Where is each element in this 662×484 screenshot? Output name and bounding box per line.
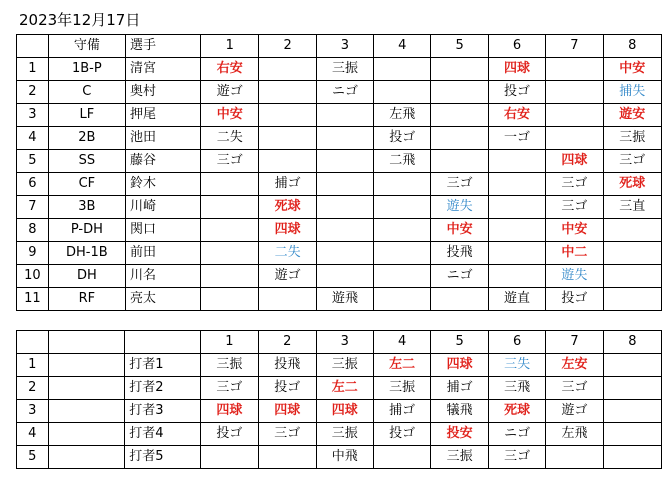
player-name: 前田 <box>125 242 200 265</box>
at-bat-cell <box>488 242 545 265</box>
at-bat-cell <box>316 242 373 265</box>
header-cell: 4 <box>374 35 431 58</box>
at-bat-cell <box>259 81 316 104</box>
header-cell: 6 <box>488 35 545 58</box>
at-bat-cell <box>546 58 603 81</box>
row-number: 5 <box>17 446 49 469</box>
position-cell <box>48 377 125 400</box>
table-row <box>17 58 662 81</box>
at-bat-cell: 四球 <box>259 400 316 423</box>
at-bat-cell <box>374 242 431 265</box>
row-number: 8 <box>17 219 49 242</box>
at-bat-cell: 遊失 <box>431 196 488 219</box>
position-cell: P-DH <box>48 219 125 242</box>
at-bat-cell: 三ゴ <box>603 150 661 173</box>
table-row <box>17 127 662 150</box>
row-number: 1 <box>17 58 49 81</box>
at-bat-cell: 三振 <box>431 446 488 469</box>
at-bat-cell: 死球 <box>488 400 545 423</box>
at-bat-cell: 左飛 <box>546 423 603 446</box>
player-name: 川崎 <box>125 196 200 219</box>
position-cell: 3B <box>48 196 125 219</box>
at-bat-cell: 捕ゴ <box>259 173 316 196</box>
at-bat-cell: 四球 <box>431 354 488 377</box>
header-row <box>17 331 662 354</box>
at-bat-cell <box>374 173 431 196</box>
header-cell <box>125 331 200 354</box>
position-cell: 2B <box>48 127 125 150</box>
at-bat-cell: 投ゴ <box>488 81 545 104</box>
at-bat-cell <box>603 242 661 265</box>
header-row <box>17 35 662 58</box>
at-bat-cell: 中安 <box>546 219 603 242</box>
header-cell: 7 <box>546 331 603 354</box>
at-bat-cell: 中安 <box>431 219 488 242</box>
position-cell <box>48 446 125 469</box>
at-bat-cell: 右安 <box>488 104 545 127</box>
table-row <box>17 288 662 311</box>
at-bat-cell: 遊安 <box>603 104 661 127</box>
player-name: 川名 <box>125 265 200 288</box>
at-bat-cell <box>201 288 259 311</box>
at-bat-cell: 遊ゴ <box>546 400 603 423</box>
at-bat-cell <box>374 81 431 104</box>
at-bat-cell: 中安 <box>201 104 259 127</box>
row-number: 5 <box>17 150 49 173</box>
date-label: 2023年12月17日 <box>19 11 141 29</box>
at-bat-cell: 投安 <box>431 423 488 446</box>
table-row <box>17 400 662 423</box>
at-bat-cell: 三ゴ <box>546 377 603 400</box>
header-cell: 8 <box>603 35 661 58</box>
at-bat-cell: 三飛 <box>488 377 545 400</box>
at-bat-cell: 三振 <box>316 58 373 81</box>
table-row <box>17 81 662 104</box>
at-bat-cell: ニゴ <box>488 423 545 446</box>
position-cell <box>48 423 125 446</box>
at-bat-cell <box>431 81 488 104</box>
table-row <box>17 173 662 196</box>
at-bat-cell: 四球 <box>316 400 373 423</box>
at-bat-cell: 中二 <box>546 242 603 265</box>
at-bat-cell <box>316 173 373 196</box>
at-bat-cell: 遊ゴ <box>259 265 316 288</box>
table-row <box>17 196 662 219</box>
row-number: 3 <box>17 104 49 127</box>
player-name: 関口 <box>125 219 200 242</box>
at-bat-cell <box>603 400 661 423</box>
at-bat-cell: 中飛 <box>316 446 373 469</box>
at-bat-cell: 捕ゴ <box>373 400 430 423</box>
at-bat-cell: 三ゴ <box>546 173 603 196</box>
row-number: 2 <box>17 377 49 400</box>
at-bat-cell <box>603 265 661 288</box>
position-cell: RF <box>48 288 125 311</box>
header-cell: 2 <box>259 35 316 58</box>
position-cell: C <box>48 81 125 104</box>
at-bat-cell: 投ゴ <box>259 377 316 400</box>
at-bat-cell <box>431 58 488 81</box>
at-bat-cell <box>431 104 488 127</box>
at-bat-cell: 二失 <box>201 127 259 150</box>
at-bat-cell: 投飛 <box>259 354 316 377</box>
header-cell: 守備 <box>48 35 125 58</box>
row-number: 11 <box>17 288 49 311</box>
at-bat-cell <box>259 127 316 150</box>
at-bat-cell: 三失 <box>488 354 545 377</box>
at-bat-cell: 三振 <box>316 423 373 446</box>
at-bat-cell: 四球 <box>488 58 545 81</box>
player-name: 打者1 <box>125 354 200 377</box>
at-bat-cell <box>603 446 661 469</box>
at-bat-cell: 二飛 <box>374 150 431 173</box>
at-bat-cell: 三直 <box>603 196 661 219</box>
at-bat-cell: ニゴ <box>431 265 488 288</box>
header-cell: 5 <box>431 331 488 354</box>
at-bat-cell <box>374 288 431 311</box>
at-bat-cell <box>374 219 431 242</box>
at-bat-cell <box>316 265 373 288</box>
at-bat-cell: 右安 <box>201 58 259 81</box>
row-number: 9 <box>17 242 49 265</box>
at-bat-cell: 四球 <box>546 150 603 173</box>
position-cell: 1B-P <box>48 58 125 81</box>
table-row <box>17 446 662 469</box>
header-cell: 6 <box>488 331 545 354</box>
at-bat-cell <box>488 219 545 242</box>
at-bat-cell: 遊直 <box>488 288 545 311</box>
lineup-table <box>16 34 662 311</box>
at-bat-cell <box>546 446 603 469</box>
at-bat-cell <box>200 446 258 469</box>
table-row <box>17 219 662 242</box>
table-row <box>17 265 662 288</box>
header-cell: 2 <box>259 331 316 354</box>
at-bat-cell: 三ゴ <box>488 446 545 469</box>
row-number: 10 <box>17 265 49 288</box>
player-name: 打者4 <box>125 423 200 446</box>
at-bat-cell <box>488 196 545 219</box>
row-number: 4 <box>17 127 49 150</box>
table-row <box>17 104 662 127</box>
at-bat-cell <box>546 127 603 150</box>
table-row <box>17 150 662 173</box>
at-bat-cell: 遊ゴ <box>201 81 259 104</box>
at-bat-cell <box>316 219 373 242</box>
player-name: 藤谷 <box>125 150 200 173</box>
at-bat-cell <box>373 446 430 469</box>
position-cell: DH <box>48 265 125 288</box>
at-bat-cell <box>201 242 259 265</box>
at-bat-cell <box>316 150 373 173</box>
at-bat-cell: 投ゴ <box>200 423 258 446</box>
header-cell: 選手 <box>125 35 200 58</box>
row-number: 3 <box>17 400 49 423</box>
header-cell <box>17 331 49 354</box>
at-bat-cell: 三振 <box>316 354 373 377</box>
at-bat-cell: 四球 <box>200 400 258 423</box>
header-cell: 7 <box>546 35 603 58</box>
player-name: 押尾 <box>125 104 200 127</box>
at-bat-cell: 三ゴ <box>201 150 259 173</box>
at-bat-cell: 三ゴ <box>259 423 316 446</box>
at-bat-cell: 犠飛 <box>431 400 488 423</box>
at-bat-cell <box>488 265 545 288</box>
player-name: 打者3 <box>125 400 200 423</box>
row-number: 1 <box>17 354 49 377</box>
at-bat-cell <box>603 288 661 311</box>
player-name: 清宮 <box>125 58 200 81</box>
header-cell: 8 <box>603 331 661 354</box>
at-bat-cell <box>488 150 545 173</box>
at-bat-cell <box>374 58 431 81</box>
header-cell: 1 <box>200 331 258 354</box>
table-row <box>17 423 662 446</box>
at-bat-cell: 死球 <box>603 173 661 196</box>
position-cell: LF <box>48 104 125 127</box>
at-bat-cell: 三ゴ <box>200 377 258 400</box>
at-bat-cell: 三振 <box>200 354 258 377</box>
at-bat-cell: 三ゴ <box>546 196 603 219</box>
player-name: 池田 <box>125 127 200 150</box>
at-bat-cell <box>603 423 661 446</box>
at-bat-cell: 投ゴ <box>546 288 603 311</box>
player-name: 亮太 <box>125 288 200 311</box>
at-bat-cell <box>603 377 661 400</box>
batters-table <box>16 330 662 469</box>
at-bat-cell <box>201 196 259 219</box>
at-bat-cell: 投飛 <box>431 242 488 265</box>
at-bat-cell: 中安 <box>603 58 661 81</box>
at-bat-cell: 左二 <box>373 354 430 377</box>
at-bat-cell <box>316 127 373 150</box>
table-row <box>17 377 662 400</box>
at-bat-cell <box>316 104 373 127</box>
at-bat-cell <box>374 265 431 288</box>
table-row <box>17 354 662 377</box>
table-row <box>17 242 662 265</box>
at-bat-cell: 三振 <box>373 377 430 400</box>
position-cell <box>48 354 125 377</box>
at-bat-cell: 一ゴ <box>488 127 545 150</box>
header-cell: 4 <box>373 331 430 354</box>
at-bat-cell <box>259 104 316 127</box>
position-cell: SS <box>48 150 125 173</box>
at-bat-cell: 捕失 <box>603 81 661 104</box>
row-number: 2 <box>17 81 49 104</box>
header-cell: 1 <box>201 35 259 58</box>
at-bat-cell <box>603 219 661 242</box>
at-bat-cell: 死球 <box>259 196 316 219</box>
row-number: 4 <box>17 423 49 446</box>
at-bat-cell <box>259 150 316 173</box>
header-cell <box>48 331 125 354</box>
player-name: 奥村 <box>125 81 200 104</box>
player-name: 鈴木 <box>125 173 200 196</box>
at-bat-cell: 左二 <box>316 377 373 400</box>
at-bat-cell: 投ゴ <box>374 127 431 150</box>
at-bat-cell <box>259 446 316 469</box>
position-cell: DH-1B <box>48 242 125 265</box>
at-bat-cell <box>259 288 316 311</box>
header-cell: 3 <box>316 331 373 354</box>
at-bat-cell <box>431 127 488 150</box>
at-bat-cell: 左飛 <box>374 104 431 127</box>
at-bat-cell <box>259 58 316 81</box>
at-bat-cell: 投ゴ <box>373 423 430 446</box>
at-bat-cell <box>488 173 545 196</box>
player-name: 打者2 <box>125 377 200 400</box>
at-bat-cell: 遊失 <box>546 265 603 288</box>
position-cell: CF <box>48 173 125 196</box>
header-cell: 3 <box>316 35 373 58</box>
at-bat-cell: 三ゴ <box>431 173 488 196</box>
at-bat-cell <box>201 265 259 288</box>
row-number: 7 <box>17 196 49 219</box>
at-bat-cell: 遊飛 <box>316 288 373 311</box>
at-bat-cell <box>546 104 603 127</box>
at-bat-cell: 三振 <box>603 127 661 150</box>
player-name: 打者5 <box>125 446 200 469</box>
position-cell <box>48 400 125 423</box>
at-bat-cell <box>201 219 259 242</box>
at-bat-cell: 二失 <box>259 242 316 265</box>
at-bat-cell: ニゴ <box>316 81 373 104</box>
header-cell: 5 <box>431 35 488 58</box>
at-bat-cell <box>201 173 259 196</box>
at-bat-cell <box>603 354 661 377</box>
at-bat-cell <box>431 288 488 311</box>
at-bat-cell <box>374 196 431 219</box>
at-bat-cell <box>431 150 488 173</box>
at-bat-cell: 捕ゴ <box>431 377 488 400</box>
row-number: 6 <box>17 173 49 196</box>
header-cell <box>17 35 49 58</box>
at-bat-cell: 四球 <box>259 219 316 242</box>
at-bat-cell: 左安 <box>546 354 603 377</box>
at-bat-cell <box>546 81 603 104</box>
at-bat-cell <box>316 196 373 219</box>
